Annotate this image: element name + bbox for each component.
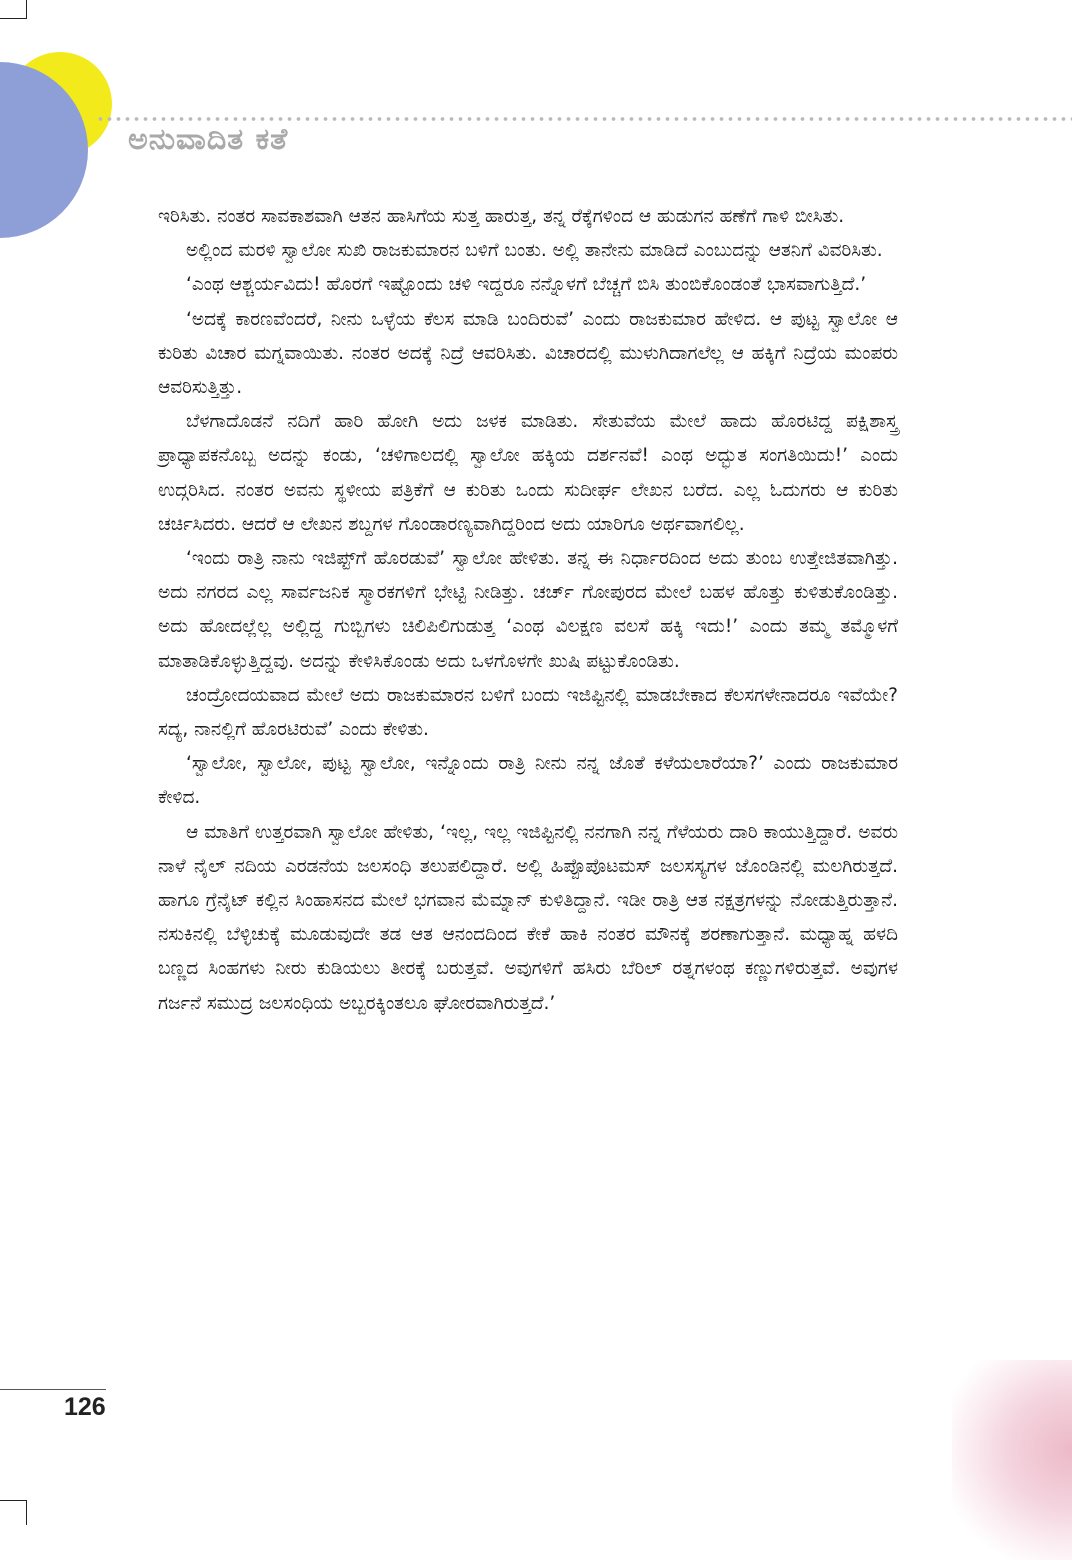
- page-number-rule: [0, 1389, 106, 1390]
- story-body: [158, 200, 898, 1021]
- paragraph: ಅಲ್ಲಿಂದ ಮರಳಿ ಸ್ವಾಲೋ ಸುಖಿ ರಾಜಕುಮಾರನ ಬಳಿಗೆ ಬಂತು. ಅಲ್ಲಿ ತಾನೇನು ಮಾಡಿದೆ ಎಂಬುದನ್ನು ಆತನಿಗೆ ವಿವರಿಸಿತು.: [186, 240, 883, 262]
- paragraph: ‘ಎಂಥ ಆಶ್ಚರ್ಯವಿದು! ಹೊರಗೆ ಇಷ್ಟೊಂದು ಚಳಿ ಇದ್ದರೂ ನನ್ನೊಳಗೆ ಬೆಚ್ಚಗೆ ಬಿಸಿ ತುಂಬಿಕೊಂಡಂತೆ ಭಾಸವಾಗುತ್ತಿದೆ.’: [186, 274, 867, 296]
- paragraph: ಆ ಮಾತಿಗೆ ಉತ್ತರವಾಗಿ ಸ್ವಾಲೋ ಹೇಳಿತು, ‘ಇಲ್ಲ, ಇಲ್ಲ ಇಜಿಪ್ಟಿನಲ್ಲಿ ನನಗಾಗಿ ನನ್ನ ಗೆಳೆಯರು ದಾರಿ ಕಾಯುತ್ತಿದ್ದಾರೆ. ಅವರು ನಾಳೆ ನೈಲ್ ನದಿಯ ಎರಡನೆಯ ಜಲಸಂಧಿ ತಲುಪಲಿದ್ದಾರೆ. ಅಲ್ಲಿ ಹಿಪ್ಪೊಪೊಟಮಸ್ ಜಲಸಸ್ಯಗಳ ಜೊಂಡಿನಲ್ಲಿ ಮಲಗಿರುತ್ತದೆ. ಹಾಗೂ ಗ್ರೆನೈಟ್ ಕಲ್ಲಿನ ಸಿಂಹಾಸನದ ಮೇಲೆ ಭಗವಾನ ಮೆಮ್ನಾನ್ ಕುಳಿತಿದ್ದಾನೆ. ಇಡೀ ರಾತ್ರಿ ಆತ ನಕ್ಷತ್ರಗಳನ್ನು ನೋಡುತ್ತಿರುತ್ತಾನೆ. ನಸುಕಿನಲ್ಲಿ ಬೆಳ್ಳಿಚುಕ್ಕೆ ಮೂಡುವುದೇ ತಡ ಆತ ಆನಂದದಿಂದ ಕೇಕೆ ಹಾಕಿ ನಂತರ ಮೌನಕ್ಕೆ ಶರಣಾಗುತ್ತಾನೆ. ಮಧ್ಯಾಹ್ನ ಹಳದಿ ಬಣ್ಣದ ಸಿಂಹಗಳು ನೀರು ಕುಡಿಯಲು ತೀರಕ್ಕೆ ಬರುತ್ತವೆ. ಅವುಗಳಿಗೆ ಹಸಿರು ಬೆರಿಲ್ ರತ್ನಗಳಂಥ ಕಣ್ಣುಗಳಿರುತ್ತವೆ. ಅವುಗಳ ಗರ್ಜನೆ ಸಮುದ್ರ ಜಲಸಂಧಿಯ ಅಬ್ಬರಕ್ಕಿಂತಲೂ ಘೋರವಾಗಿರುತ್ತದೆ.’: [158, 821, 898, 1014]
- crop-mark-bottom-left-v: [26, 1500, 27, 1525]
- crop-mark-bottom-left-h: [0, 1500, 26, 1501]
- section-title: ಅನುವಾದಿತ ಕತೆ: [128, 122, 289, 157]
- paragraph: ‘ಇಂದು ರಾತ್ರಿ ನಾನು ಇಜಿಪ್ಟ್‌ಗೆ ಹೊರಡುವೆ’ ಸ್ವಾಲೋ ಹೇಳಿತು. ತನ್ನ ಈ ನಿರ್ಧಾರದಿಂದ ಅದು ತುಂಬ ಉತ್ತೇಜಿತವಾಗಿತ್ತು. ಅದು ನಗರದ ಎಲ್ಲ ಸಾರ್ವಜನಿಕ ಸ್ಮಾರಕಗಳಿಗೆ ಭೇಟ್ಟಿ ನೀಡಿತ್ತು. ಚರ್ಚ್ ಗೋಪುರದ ಮೇಲೆ ಬಹಳ ಹೊತ್ತು ಕುಳಿತುಕೊಂಡಿತ್ತು. ಅದು ಹೋದಲ್ಲೆಲ್ಲ ಅಲ್ಲಿದ್ದ ಗುಬ್ಬಿಗಳು ಚಿಲಿಪಿಲಿಗುಡುತ್ತ ‘ಎಂಥ ವಿಲಕ್ಷಣ ವಲಸೆ ಹಕ್ಕಿ ಇದು!’ ಎಂದು ತಮ್ಮ ತಮ್ಮೊಳಗೆ ಮಾತಾಡಿಕೊಳ್ಳುತ್ತಿದ್ದವು. ಅದನ್ನು ಕೇಳಿಸಿಕೊಂಡು ಅದು ಒಳಗೊಳಗೇ ಖುಷಿ ಪಟ್ಟುಕೊಂಡಿತು.: [158, 548, 898, 672]
- pink-glow-decoration: [952, 1360, 1072, 1560]
- page-number: 126: [64, 1393, 106, 1421]
- paragraph: ‘ಅದಕ್ಕೆ ಕಾರಣವೆಂದರೆ, ನೀನು ಒಳ್ಳೆಯ ಕೆಲಸ ಮಾಡಿ ಬಂದಿರುವೆ’ ಎಂದು ರಾಜಕುಮಾರ ಹೇಳಿದ. ಆ ಪುಟ್ಟ ಸ್ವಾಲೋ ಆ ಕುರಿತು ವಿಚಾರ ಮಗ್ನವಾಯಿತು. ನಂತರ ಅದಕ್ಕೆ ನಿದ್ರೆ ಆವರಿಸಿತು. ವಿಚಾರದಲ್ಲಿ ಮುಳುಗಿದಾಗಲೆಲ್ಲ ಆ ಹಕ್ಕಿಗೆ ನಿದ್ರೆಯ ಮಂಪರು ಆವರಿಸುತ್ತಿತ್ತು.: [158, 308, 898, 399]
- paragraph: ಇರಿಸಿತು. ನಂತರ ಸಾವಕಾಶವಾಗಿ ಆತನ ಹಾಸಿಗೆಯ ಸುತ್ತ ಹಾರುತ್ತ, ತನ್ನ ರೆಕ್ಕೆಗಳಿಂದ ಆ ಹುಡುಗನ ಹಣೆಗೆ ಗಾಳಿ ಬೀಸಿತು.: [158, 206, 845, 227]
- paragraph: ಬೆಳಗಾದೊಡನೆ ನದಿಗೆ ಹಾರಿ ಹೋಗಿ ಅದು ಜಳಕ ಮಾಡಿತು. ಸೇತುವೆಯ ಮೇಲೆ ಹಾದು ಹೊರಟಿದ್ದ ಪಕ್ಷಿಶಾಸ್ತ್ರ ಪ್ರಾಧ್ಯಾಪಕನೊಬ್ಬ ಅದನ್ನು ಕಂಡು, ‘ಚಳಿಗಾಲದಲ್ಲಿ ಸ್ವಾಲೋ ಹಕ್ಕಿಯ ದರ್ಶನವೆ! ಎಂಥ ಅದ್ಭುತ ಸಂಗತಿಯಿದು!’ ಎಂದು ಉದ್ಗರಿಸಿದ. ನಂತರ ಅವನು ಸ್ಥಳೀಯ ಪತ್ರಿಕೆಗೆ ಆ ಕುರಿತು ಒಂದು ಸುದೀರ್ಘ ಲೇಖನ ಬರೆದ. ಎಲ್ಲ ಓದುಗರು ಆ ಕುರಿತು ಚರ್ಚಿಸಿದರು. ಆದರೆ ಆ ಲೇಖನ ಶಬ್ದಗಳ ಗೊಂಡಾರಣ್ಯವಾಗಿದ್ದರಿಂದ ಅದು ಯಾರಿಗೂ ಅರ್ಥವಾಗಲಿಲ್ಲ.: [158, 411, 898, 535]
- paragraph: ‘ಸ್ವಾಲೋ, ಸ್ವಾಲೋ, ಪುಟ್ಟ ಸ್ವಾಲೋ, ಇನ್ನೊಂದು ರಾತ್ರಿ ನೀನು ನನ್ನ ಜೊತೆ ಕಳೆಯಲಾರೆಯಾ?’ ಎಂದು ರಾಜಕುಮಾರ ಕೇಳಿದ.: [158, 753, 898, 809]
- paragraph: ಚಂದ್ರೋದಯವಾದ ಮೇಲೆ ಅದು ರಾಜಕುಮಾರನ ಬಳಿಗೆ ಬಂದು ಇಜಿಪ್ಟಿನಲ್ಲಿ ಮಾಡಬೇಕಾದ ಕೆಲಸಗಳೇನಾದರೂ ಇವೆಯೇ? ಸದ್ಯ, ನಾನಲ್ಲಿಗೆ ಹೊರಟಿರುವೆ’ ಎಂದು ಕೇಳಿತು.: [158, 684, 898, 741]
- crop-mark-top-left-v: [26, 0, 27, 19]
- crop-mark-top-left-h: [0, 18, 26, 19]
